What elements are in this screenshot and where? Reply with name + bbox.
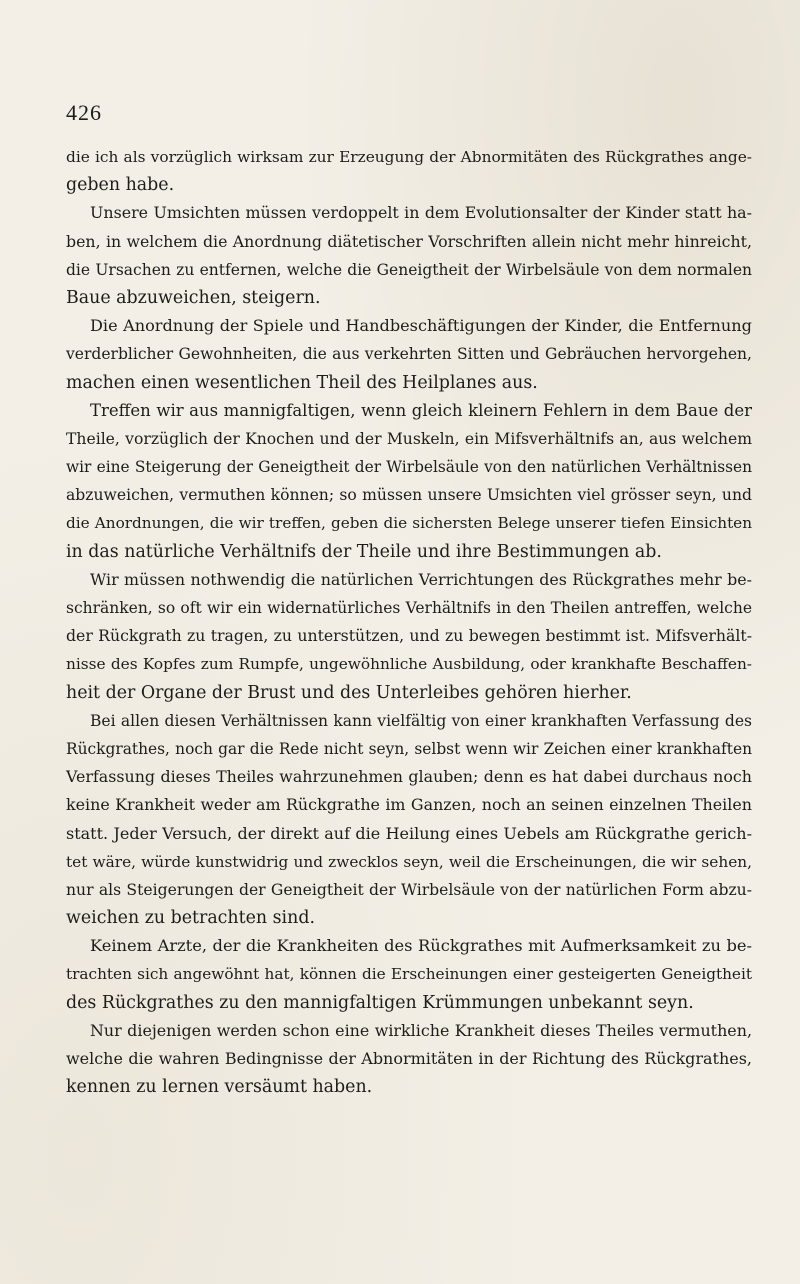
text-line: weichen zu betrachten sind. [66, 908, 315, 929]
text-line: nisse des Kopfes zum Rumpfe, ungewöhnliche Ausbildung, oder krankhafte Beschaffen- [66, 655, 752, 674]
text-line: trachten sich angewöhnt hat, können die Erscheinungen einer gesteigerten Geneigtheit [66, 965, 752, 984]
text-line: keine Krankheit weder am Rückgrathe im Ganzen, noch an seinen einzelnen Theilen [66, 795, 752, 815]
text-line: die Anordnungen, die wir treffen, geben die sichersten Belege unserer tiefen Einsichten [66, 514, 752, 533]
text-line: geben habe. [66, 175, 175, 196]
text-line: welche die wahren Bedingnisse der Abnormitäten in der Richtung des Rückgrathes, [66, 1049, 752, 1068]
text-line: schränken, so oft wir ein widernatürliches Verhältnifs in den Theilen antreffen, welche [66, 599, 752, 617]
text-line: Theile, vorzüglich der Knochen und der Muskeln, ein Mifsverhältnifs an, aus welchem [66, 429, 752, 448]
text-line: verderblicher Gewohnheiten, die aus verkehrten Sitten und Gebräuchen hervorgehen, [66, 345, 752, 364]
text-line: Verfassung dieses Theiles wahrzunehmen glauben; denn es hat dabei durchaus noch [66, 767, 752, 787]
text-line: Wir müssen nothwendig die natürlichen Verrichtungen des Rückgrathes mehr be- [90, 569, 752, 589]
body-text [66, 143, 752, 1101]
text-line: statt. Jeder Versuch, der direkt auf die Heilung eines Uebels am Rückgrathe gerich- [66, 823, 752, 843]
text-line: in das natürliche Verhältnifs der Theile und ihre Bestimmungen ab. [66, 541, 662, 562]
text-line: Unsere Umsichten müssen verdoppelt in dem Evolutionsalter der Kinder statt ha- [90, 203, 752, 223]
text-line: heit der Organe der Brust und des Unterleibes gehören hierher. [66, 682, 632, 703]
text-line: Bei allen diesen Verhältnissen kann vielfältig von einer krankhaften Verfassung des [90, 711, 752, 730]
text-line: Baue abzuweichen, steigern. [66, 287, 321, 308]
text-line: Keinem Arzte, der die Krankheiten des Rückgrathes mit Aufmerksamkeit zu be- [90, 936, 752, 956]
text-line: kennen zu lernen versäumt haben. [66, 1077, 373, 1098]
text-line: Rückgrathes, noch gar die Rede nicht seyn, selbst wenn wir Zeichen einer krankhaften [66, 739, 752, 758]
text-line: die ich als vorzüglich wirksam zur Erzeugung der Abnormitäten des Rückgrathes ange- [66, 148, 752, 166]
text-line: wir eine Steigerung der Geneigtheit der Wirbelsäule von den natürlichen Verhältnissen [66, 458, 752, 477]
text-line: nur als Steigerungen der Geneigtheit der Wirbelsäule von der natürlichen Form abzu- [66, 880, 752, 899]
text-line: Nur diejenigen werden schon eine wirkliche Krankheit dieses Theiles vermuthen, [90, 1020, 752, 1040]
page-number: 426 [66, 100, 102, 125]
text-line: abzuweichen, vermuthen können; so müssen unsere Umsichten viel grösser seyn, und [66, 486, 752, 505]
text-line: der Rückgrath zu tragen, zu unterstützen, und zu bewegen bestimmt ist. Mifsverhält- [66, 626, 752, 646]
text-line: die Ursachen zu entfernen, welche die Geneigtheit der Wirbelsäule von dem normalen [66, 260, 752, 279]
text-line: machen einen wesentlichen Theil des Heilplanes aus. [66, 372, 538, 393]
text-line: des Rückgrathes zu den mannigfaltigen Krümmungen unbekannt seyn. [66, 992, 694, 1013]
text-line: ben, in welchem die Anordnung diätetischer Vorschriften allein nicht mehr hinreicht, [66, 231, 752, 251]
text-line: Die Anordnung der Spiele und Handbeschäftigungen der Kinder, die Entfernung [90, 316, 752, 336]
text-line: Treffen wir aus mannigfaltigen, wenn gleich kleinern Fehlern in dem Baue der [90, 400, 752, 420]
text-line: tet wäre, würde kunstwidrig und zwecklos seyn, weil die Erscheinungen, die wir sehen, [66, 852, 752, 871]
